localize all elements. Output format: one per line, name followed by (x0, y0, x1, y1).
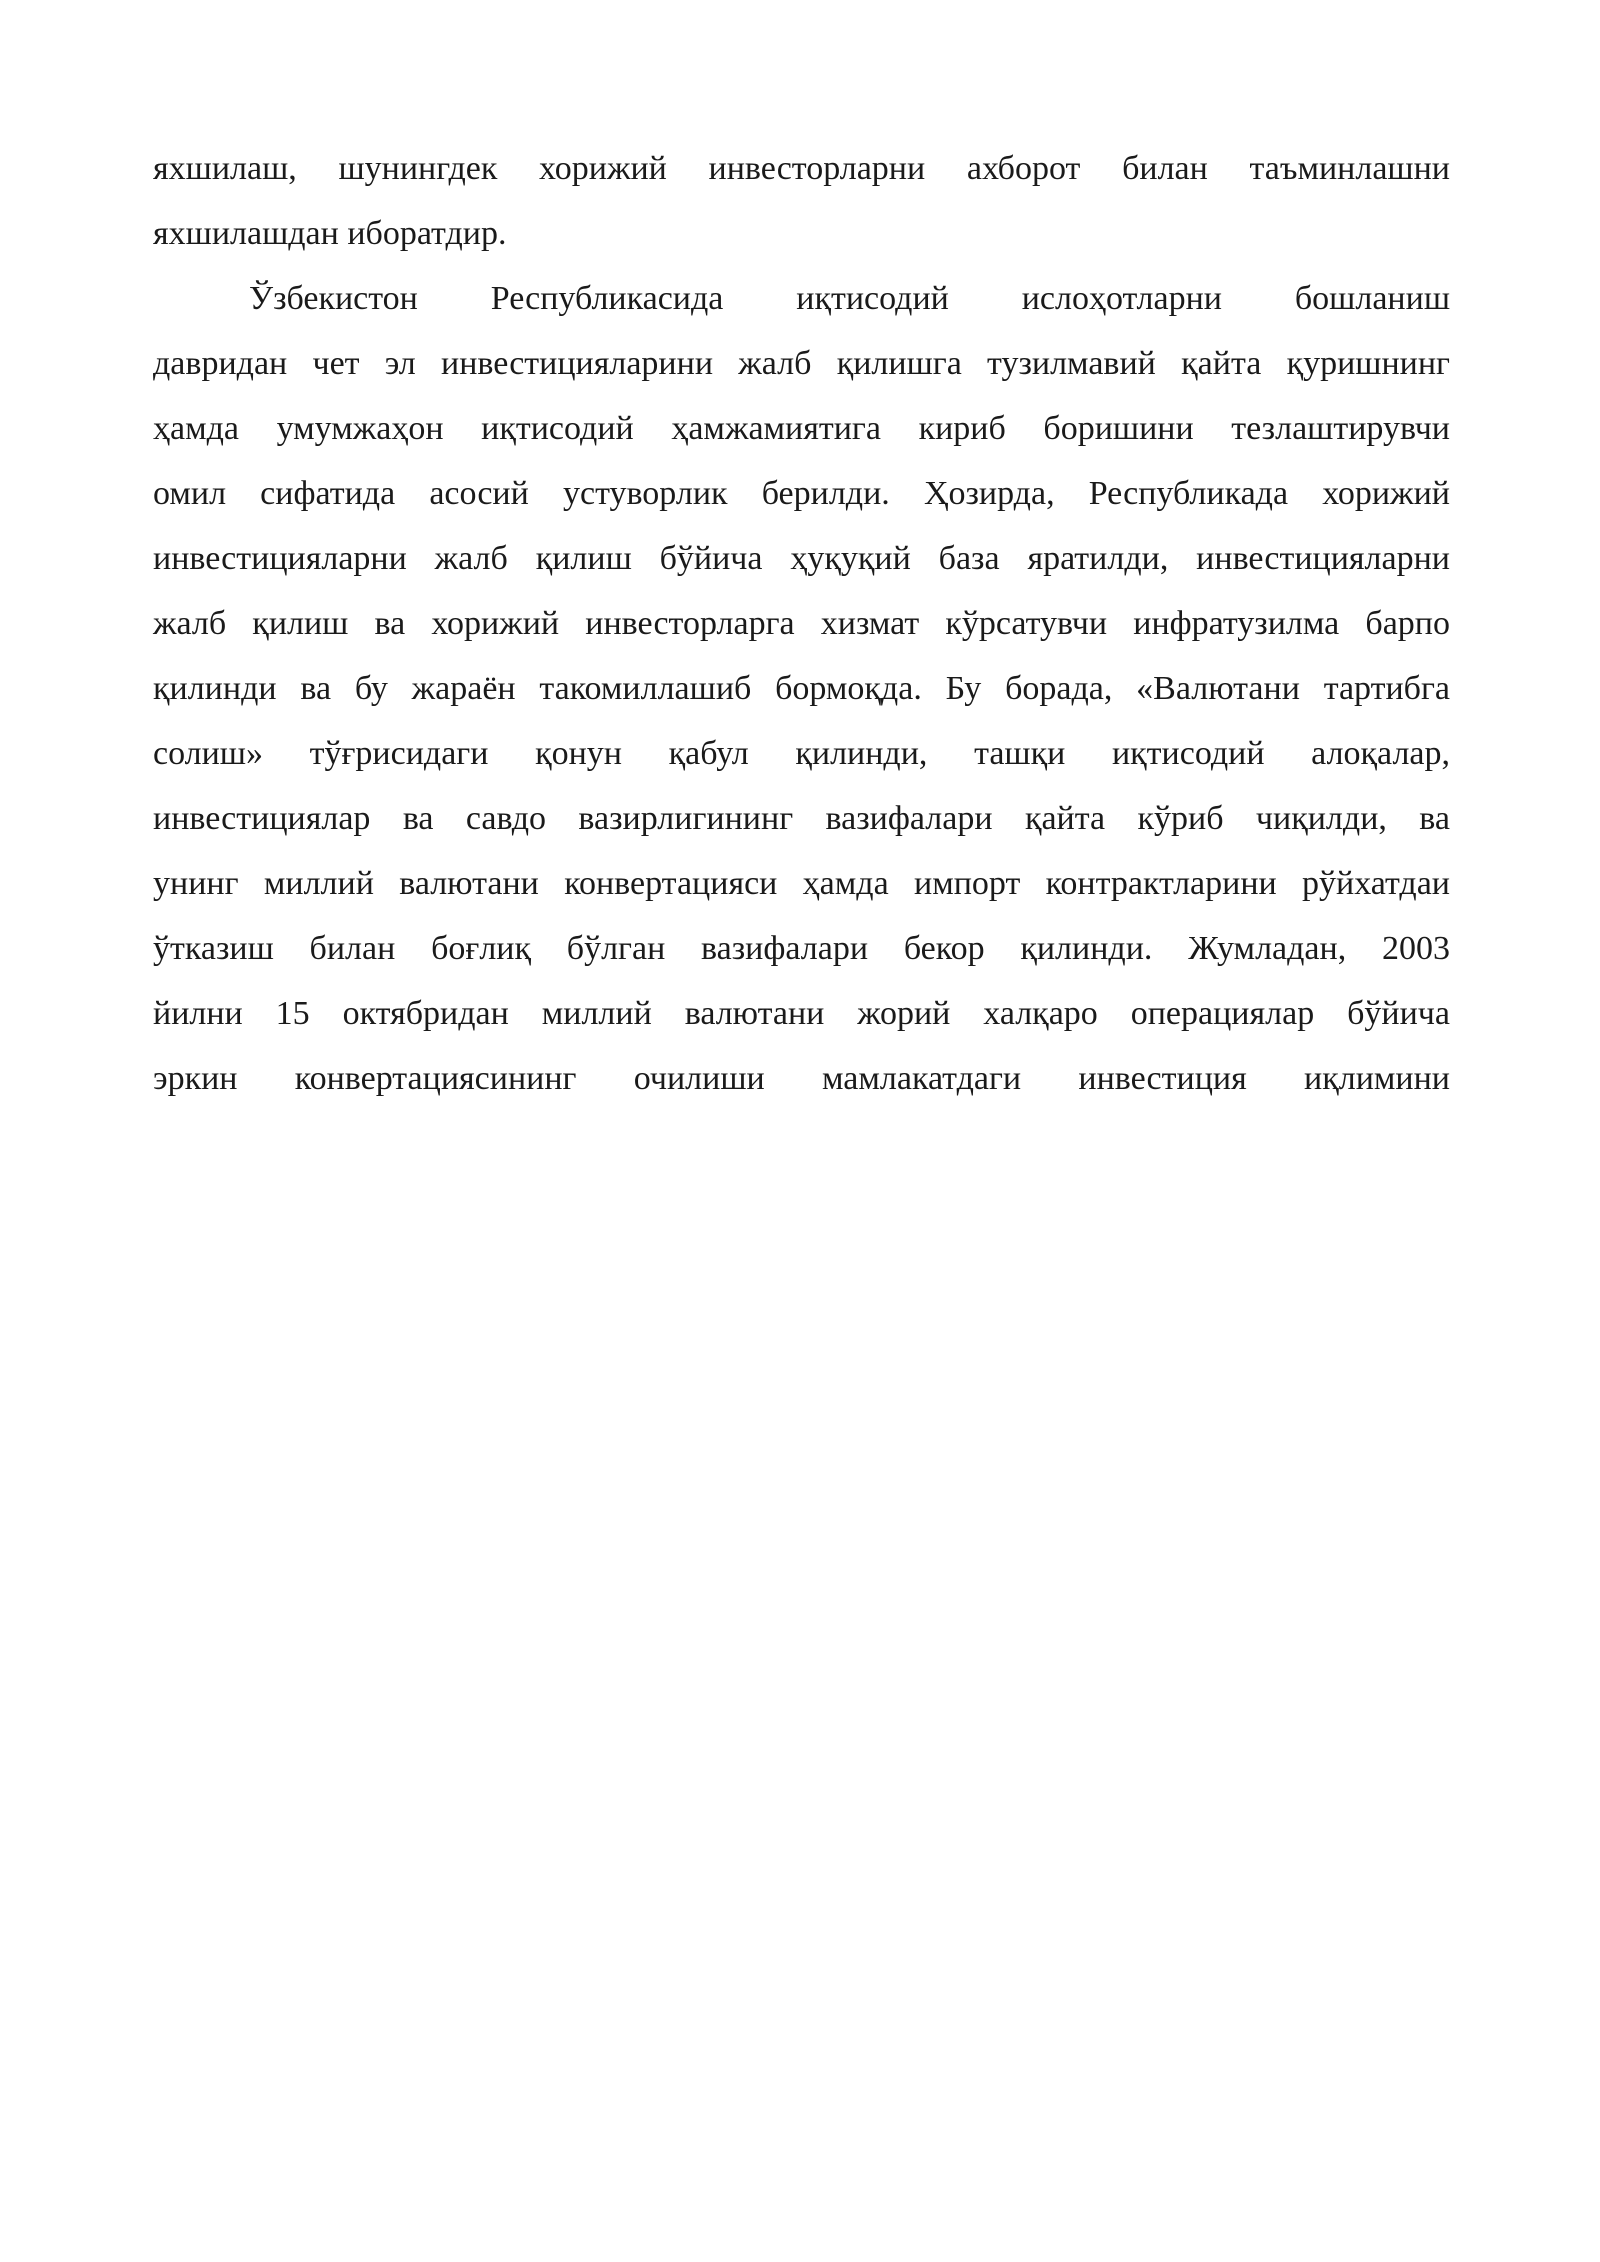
document-body (153, 136, 1450, 1111)
paragraph-2-line-7: қилинди ва бу жараён такомиллашиб бормоқда. Бу борада, «Валютани тартибга (153, 670, 1450, 707)
paragraph-2-line-12: йилни 15 октябридан миллий валютани жорий халқаро операциялар бўйича (153, 995, 1450, 1032)
paragraph-2-line-8: солиш» тўғрисидаги қонун қабул қилинди, ташқи иқтисодий алоқалар, (153, 735, 1450, 772)
paragraph-2 (153, 266, 1450, 1111)
paragraph-2-line-2: давридан чет эл инвестицияларини жалб қилишга тузилмавий қайта қуришнинг (153, 345, 1450, 382)
paragraph-2-line-13: эркин конвертациясининг очилиши мамлакатдаги инвестиция иқлимини (153, 1060, 1450, 1097)
paragraph-2-line-11: ўтказиш билан боғлиқ бўлган вазифалари бекор қилинди. Жумладан, 2003 (153, 930, 1450, 967)
paragraph-2-line-9: инвестициялар ва савдо вазирлигининг вазифалари қайта кўриб чиқилди, ва (153, 800, 1450, 837)
paragraph-2-line-10: унинг миллий валютани конвертацияси ҳамда импорт контрактларини рўйхатдаи (153, 865, 1450, 902)
paragraph-1-line-1: яхшилаш, шунингдек хорижий инвесторларни ахборот билан таъминлашни (153, 150, 1450, 187)
paragraph-2-line-3: ҳамда умумжаҳон иқтисодий ҳамжамиятига кириб боришини тезлаштирувчи (153, 410, 1450, 447)
paragraph-2-line-4: омил сифатида асосий устуворлик берилди. Ҳозирда, Республикада хорижий (153, 475, 1450, 512)
paragraph-1 (153, 136, 1450, 266)
paragraph-2-line-6: жалб қилиш ва хорижий инвесторларга хизмат кўрсатувчи инфратузилма барпо (153, 605, 1450, 642)
paragraph-2-line-5: инвестицияларни жалб қилиш бўйича ҳуқуқий база яратилди, инвестицияларни (153, 540, 1450, 577)
paragraph-2-line-1: Ўзбекистон Республикасида иқтисодий ислоҳотларни бошланиш (249, 280, 1450, 317)
paragraph-1-line-2: яхшилашдан иборатдир. (153, 215, 507, 252)
